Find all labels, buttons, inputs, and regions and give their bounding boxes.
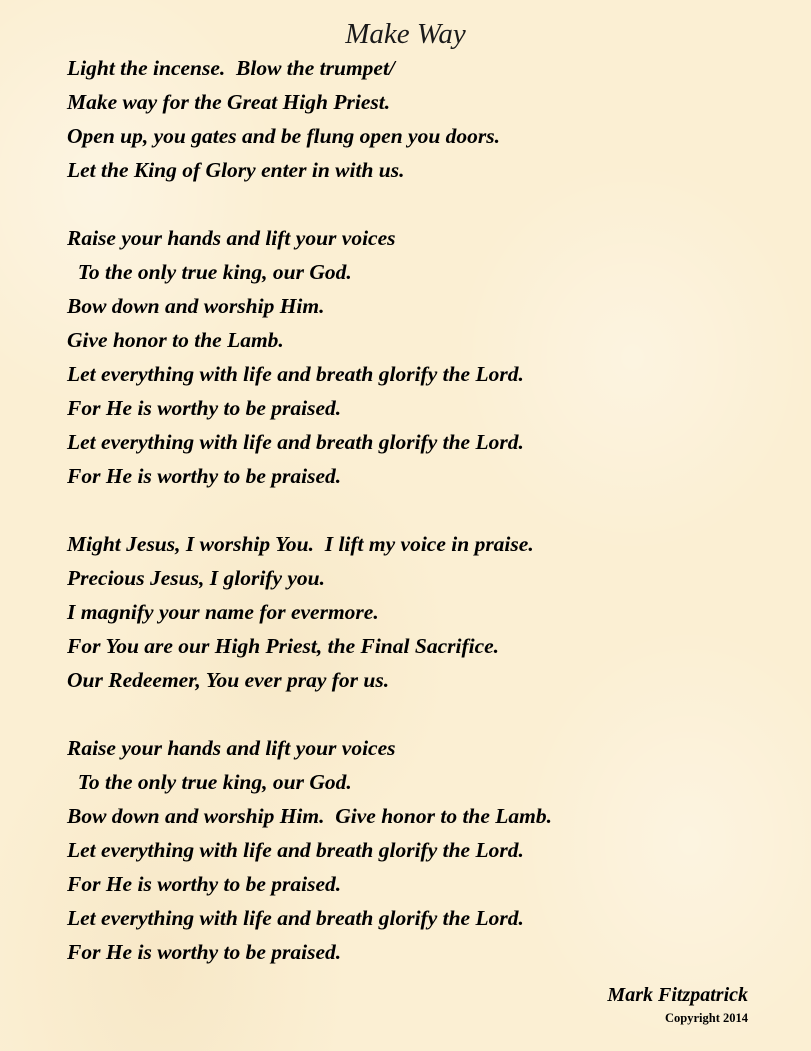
stanza-gap <box>67 187 787 221</box>
poem-line: Open up, you gates and be flung open you doors. <box>67 124 501 148</box>
poem-line: Bow down and worship Him. Give honor to the Lamb. <box>67 804 553 828</box>
poem-line: Let everything with life and breath glorify the Lord. <box>67 838 524 862</box>
poem-line: Might Jesus, I worship You. I lift my voice in praise. <box>67 532 534 556</box>
poem-line: Raise your hands and lift your voices <box>67 736 396 760</box>
stanza-4 <box>67 731 787 969</box>
stanza-1 <box>67 51 787 187</box>
poem-line: Make way for the Great High Priest. <box>67 90 391 114</box>
poem-line: Give honor to the Lamb. <box>67 328 284 352</box>
poem-line: Precious Jesus, I glorify you. <box>67 566 325 590</box>
poem-line: For He is worthy to be praised. <box>67 872 342 896</box>
poem-line: For He is worthy to be praised. <box>67 940 342 964</box>
poem-line: For He is worthy to be praised. <box>67 464 342 488</box>
poem-line: Our Redeemer, You ever pray for us. <box>67 668 390 692</box>
poem-line: Let everything with life and breath glorify the Lord. <box>67 430 524 454</box>
poem-line: Let everything with life and breath glorify the Lord. <box>67 906 524 930</box>
stanza-gap <box>67 493 787 527</box>
copyright-notice: Copyright 2014 <box>665 1011 748 1025</box>
poem-line: Light the incense. Blow the trumpet/ <box>67 56 395 80</box>
poem-body <box>67 51 787 969</box>
poem-line: Let everything with life and breath glorify the Lord. <box>67 362 524 386</box>
poem-line: Let the King of Glory enter in with us. <box>67 158 405 182</box>
stanza-2 <box>67 221 787 493</box>
author-name: Mark Fitzpatrick <box>607 984 748 1006</box>
stanza-3 <box>67 527 787 697</box>
poem-line: For He is worthy to be praised. <box>67 396 342 420</box>
poem-line: To the only true king, our God. <box>67 770 352 794</box>
stanza-gap <box>67 697 787 731</box>
poem-line: Raise your hands and lift your voices <box>67 226 396 250</box>
poem-line: Bow down and worship Him. <box>67 294 325 318</box>
poem-line: For You are our High Priest, the Final Sacrifice. <box>67 634 500 658</box>
poem-line: To the only true king, our God. <box>67 260 352 284</box>
poem-title: Make Way <box>345 18 466 50</box>
poem-line: I magnify your name for evermore. <box>67 600 379 624</box>
